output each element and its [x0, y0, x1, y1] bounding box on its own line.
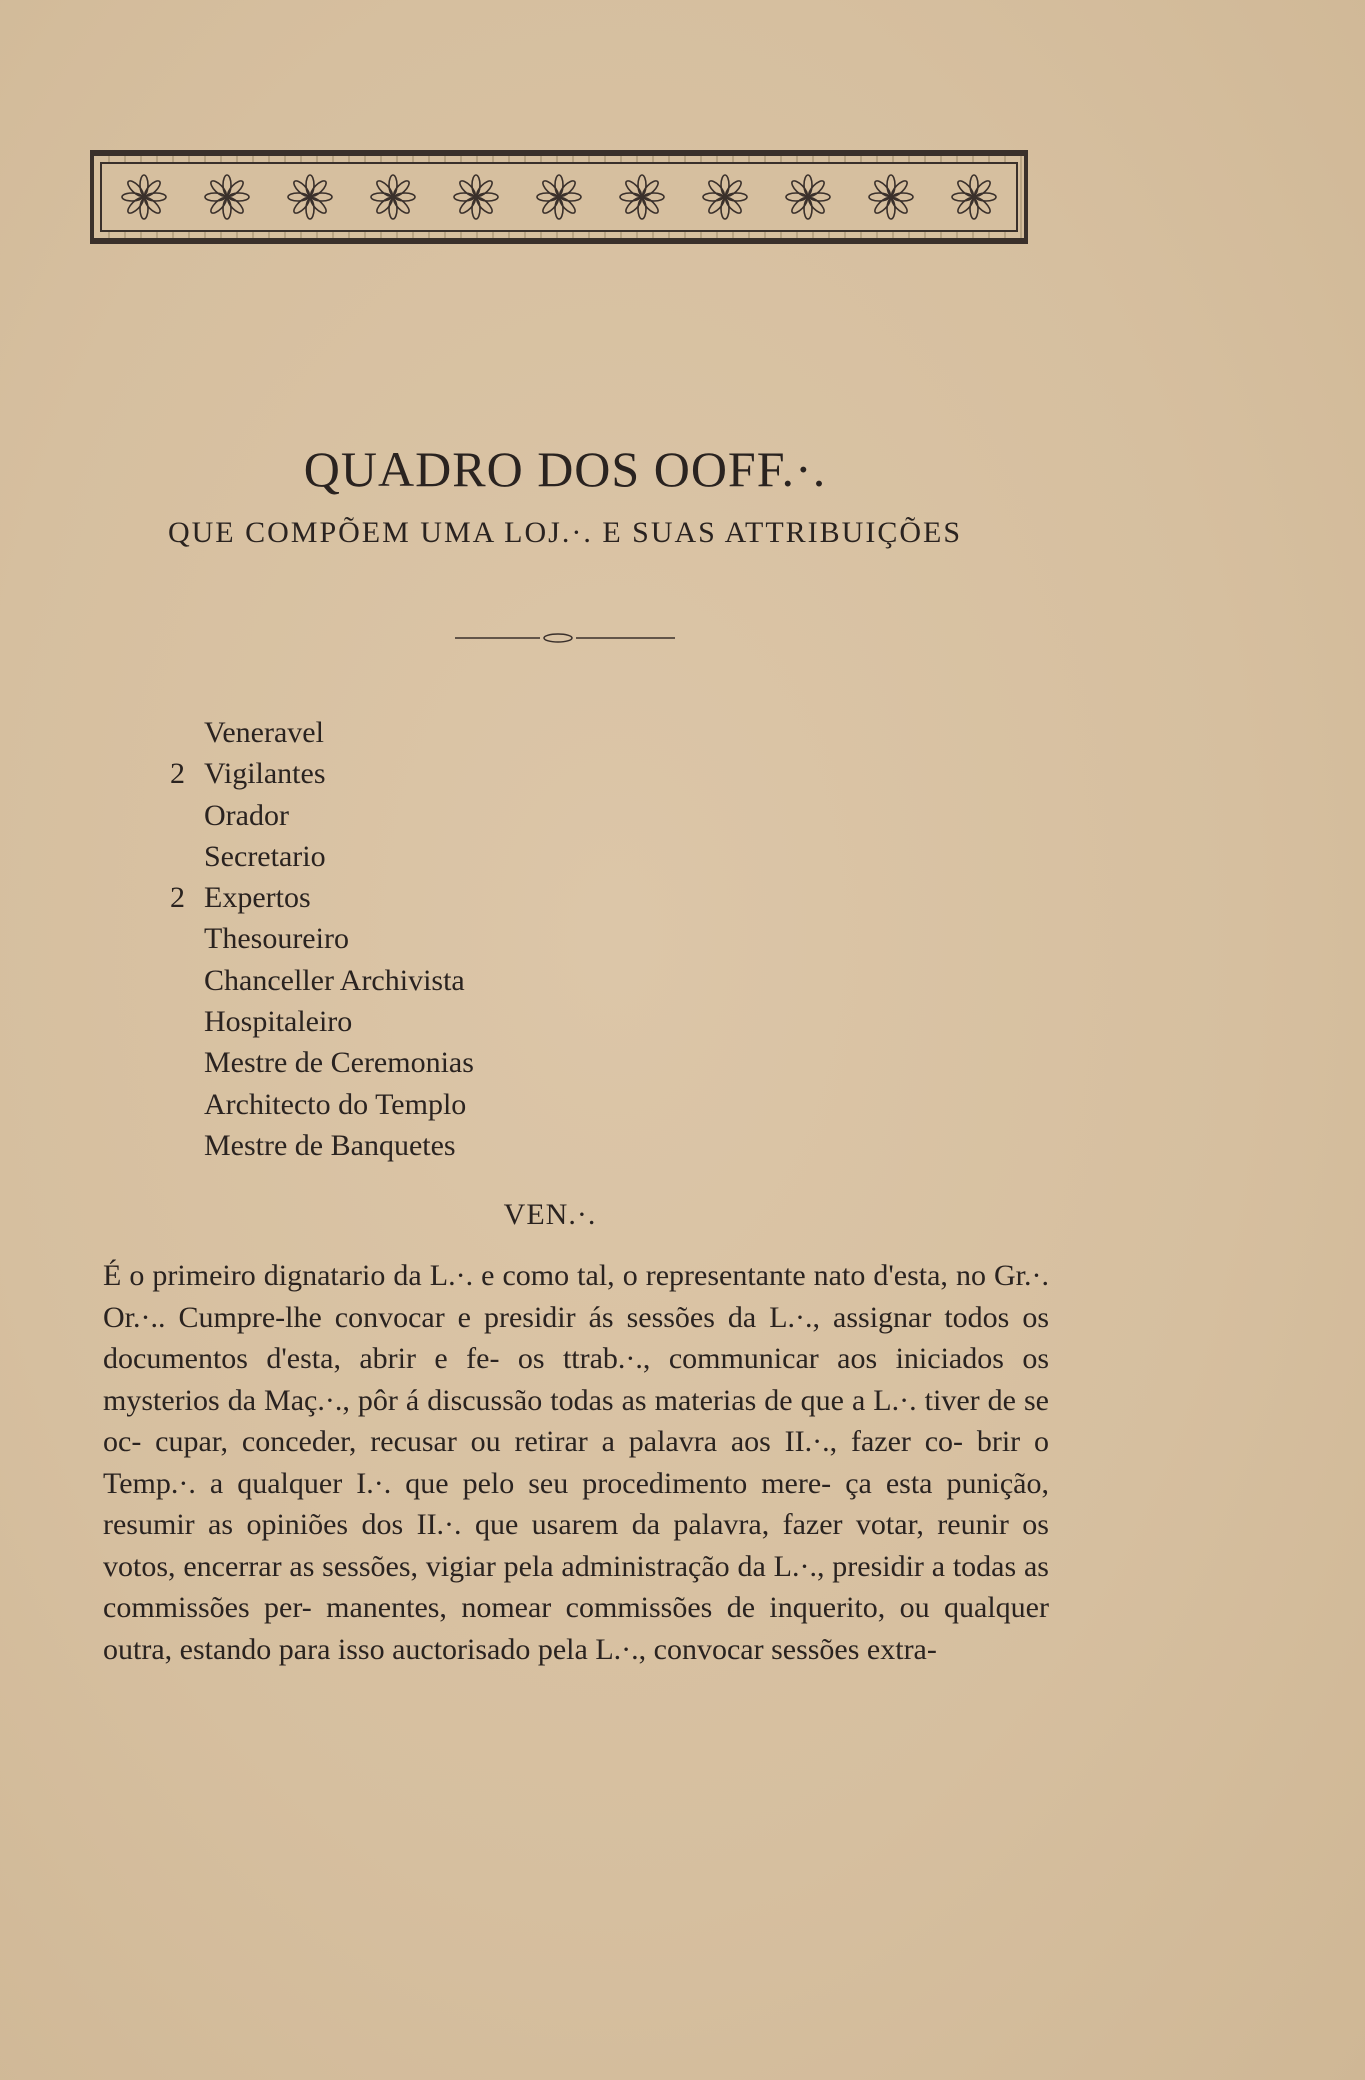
rosette-ornament-icon — [197, 171, 257, 223]
rosette-ornament-icon — [612, 171, 672, 223]
rosette-ornament-icon — [695, 171, 755, 223]
officer-list — [170, 712, 474, 1166]
officer-label: Secretario — [204, 839, 326, 873]
officer-label: Hospitaleiro — [204, 1005, 353, 1039]
officer-item — [170, 1001, 474, 1042]
officer-label: Vigilantes — [204, 757, 326, 791]
rosette-ornament-icon — [778, 171, 838, 223]
rosette-ornament-icon — [944, 171, 1004, 223]
rosette-ornament-icon — [114, 171, 174, 223]
officer-label: Mestre de Ceremonias — [204, 1046, 474, 1080]
officer-label: Architecto do Templo — [204, 1087, 467, 1121]
page-title: QUADRO DOS OOFF.·. — [303, 441, 827, 497]
rosette-ornament-icon — [363, 171, 423, 223]
officer-item — [170, 877, 474, 918]
page-subtitle: QUE COMPÕEM UMA LOJ.·. E SUAS ATTRIBUIÇÕES — [167, 516, 963, 549]
officer-item — [170, 795, 474, 836]
officer-item — [170, 960, 474, 1001]
officer-count: 2 — [170, 757, 185, 791]
officer-item — [170, 836, 474, 877]
officer-item — [170, 753, 474, 794]
officer-item — [170, 1084, 474, 1125]
section-heading: VEN.·. — [503, 1198, 597, 1231]
officer-count: 2 — [170, 881, 185, 915]
officer-item — [170, 712, 474, 753]
rosette-ornament-icon — [446, 171, 506, 223]
officer-label: Chanceller Archivista — [204, 963, 465, 997]
divider-ornament-icon — [455, 628, 675, 648]
officer-label: Orador — [204, 798, 289, 832]
officer-item — [170, 1125, 474, 1166]
rosette-ornament-icon — [861, 171, 921, 223]
officer-label: Veneravel — [204, 716, 324, 749]
ornament-frame — [100, 162, 1018, 232]
rosette-ornament-icon — [529, 171, 589, 223]
ornament-band — [90, 150, 1028, 244]
officer-label: Thesoureiro — [204, 922, 349, 956]
officer-item — [170, 1042, 474, 1083]
officer-label: Mestre de Banquetes — [204, 1128, 456, 1162]
rosette-ornament-icon — [280, 171, 340, 223]
body-paragraph: É o primeiro dignatario da L.·. e como tal, o representante nato d'esta, no Gr.·. Or.·.. Cumpre-lhe convocar e presidir ás sessões da L.·., assignar todos os documentos d'esta, abrir e fe- os ttrab.·., communicar aos iniciados os mysterios da Maç.·., pôr á discussão todas as materias de que a L.·. tiver de se oc- cupar, conceder, recusar ou retirar a palavra aos II.·., fazer co- brir o Temp.·. a qualquer I.·. que pelo seu procedimento mere- ça esta punição, resumir as opiniões dos II.·. que usarem da palavra, fazer votar, reunir os votos, encerrar as sessões, vigiar pela administração da L.·., presidir a todas as commissões per- manentes, nomear commissões de inquerito, ou qualquer outra, estando para isso auctorisado pela L.·., convocar sessões extra- — [103, 1259, 1049, 1666]
officer-label: Expertos — [204, 881, 311, 915]
officer-item — [170, 918, 474, 959]
